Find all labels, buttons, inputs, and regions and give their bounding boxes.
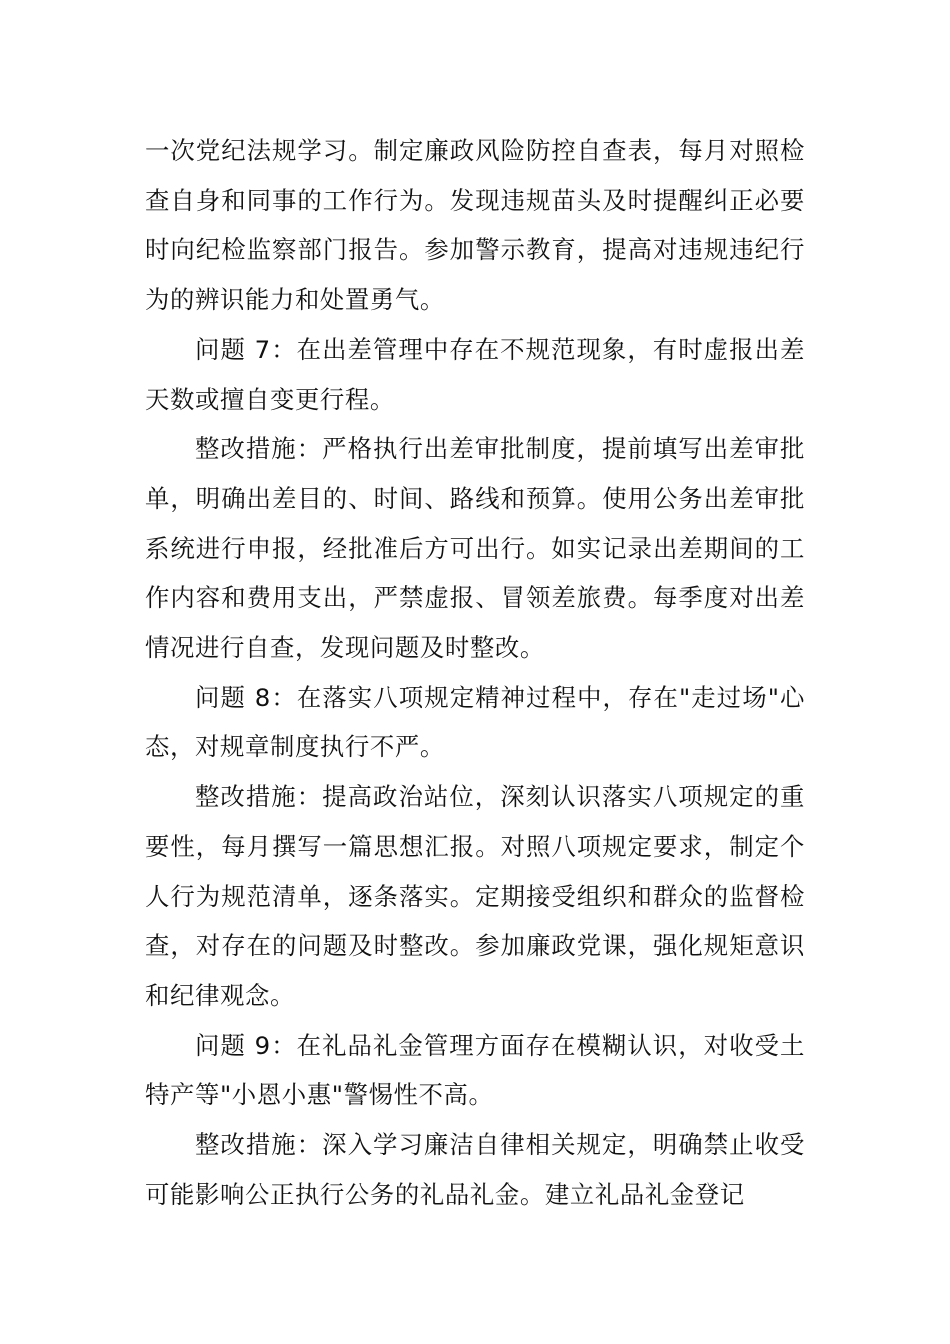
- paragraph-2-issue-7: 问题 7：在出差管理中存在不规范现象，有时虚报出差天数或擅自变更行程。: [145, 334, 805, 414]
- paragraph-6-issue-9: 问题 9：在礼品礼金管理方面存在模糊认识，对收受土特产等"小恩小惠"警惕性不高。: [145, 1030, 805, 1110]
- paragraph-5-measures: 整改措施：提高政治站位，深刻认识落实八项规定的重要性，每月撰写一篇思想汇报。对照八项规定要求，制定个人行为规范清单，逐条落实。定期接受组织和群众的监督检查，对存在的问题及时整改。参加廉政党课，强化规矩意识和纪律观念。: [145, 782, 805, 1010]
- paragraph-4-issue-8: 问题 8：在落实八项规定精神过程中，存在"走过场"心态，对规章制度执行不严。: [145, 682, 805, 762]
- paragraph-3-measures: 整改措施：严格执行出差审批制度，提前填写出差审批单，明确出差目的、时间、路线和预算。使用公务出差审批系统进行申报，经批准后方可出行。如实记录出差期间的工作内容和费用支出，严禁虚报、冒领差旅费。每季度对出差情况进行自查，发现问题及时整改。: [145, 434, 805, 663]
- paragraph-1: 一次党纪法规学习。制定廉政风险防控自查表，每月对照检查自身和同事的工作行为。发现违规苗头及时提醒纠正必要时向纪检监察部门报告。参加警示教育，提高对违规违纪行为的辨识能力和处置勇气。: [145, 136, 805, 315]
- document-body: [145, 126, 805, 1219]
- paragraph-7-measures: 整改措施：深入学习廉洁自律相关规定，明确禁止收受可能影响公正执行公务的礼品礼金。建立礼品礼金登记: [145, 1130, 805, 1209]
